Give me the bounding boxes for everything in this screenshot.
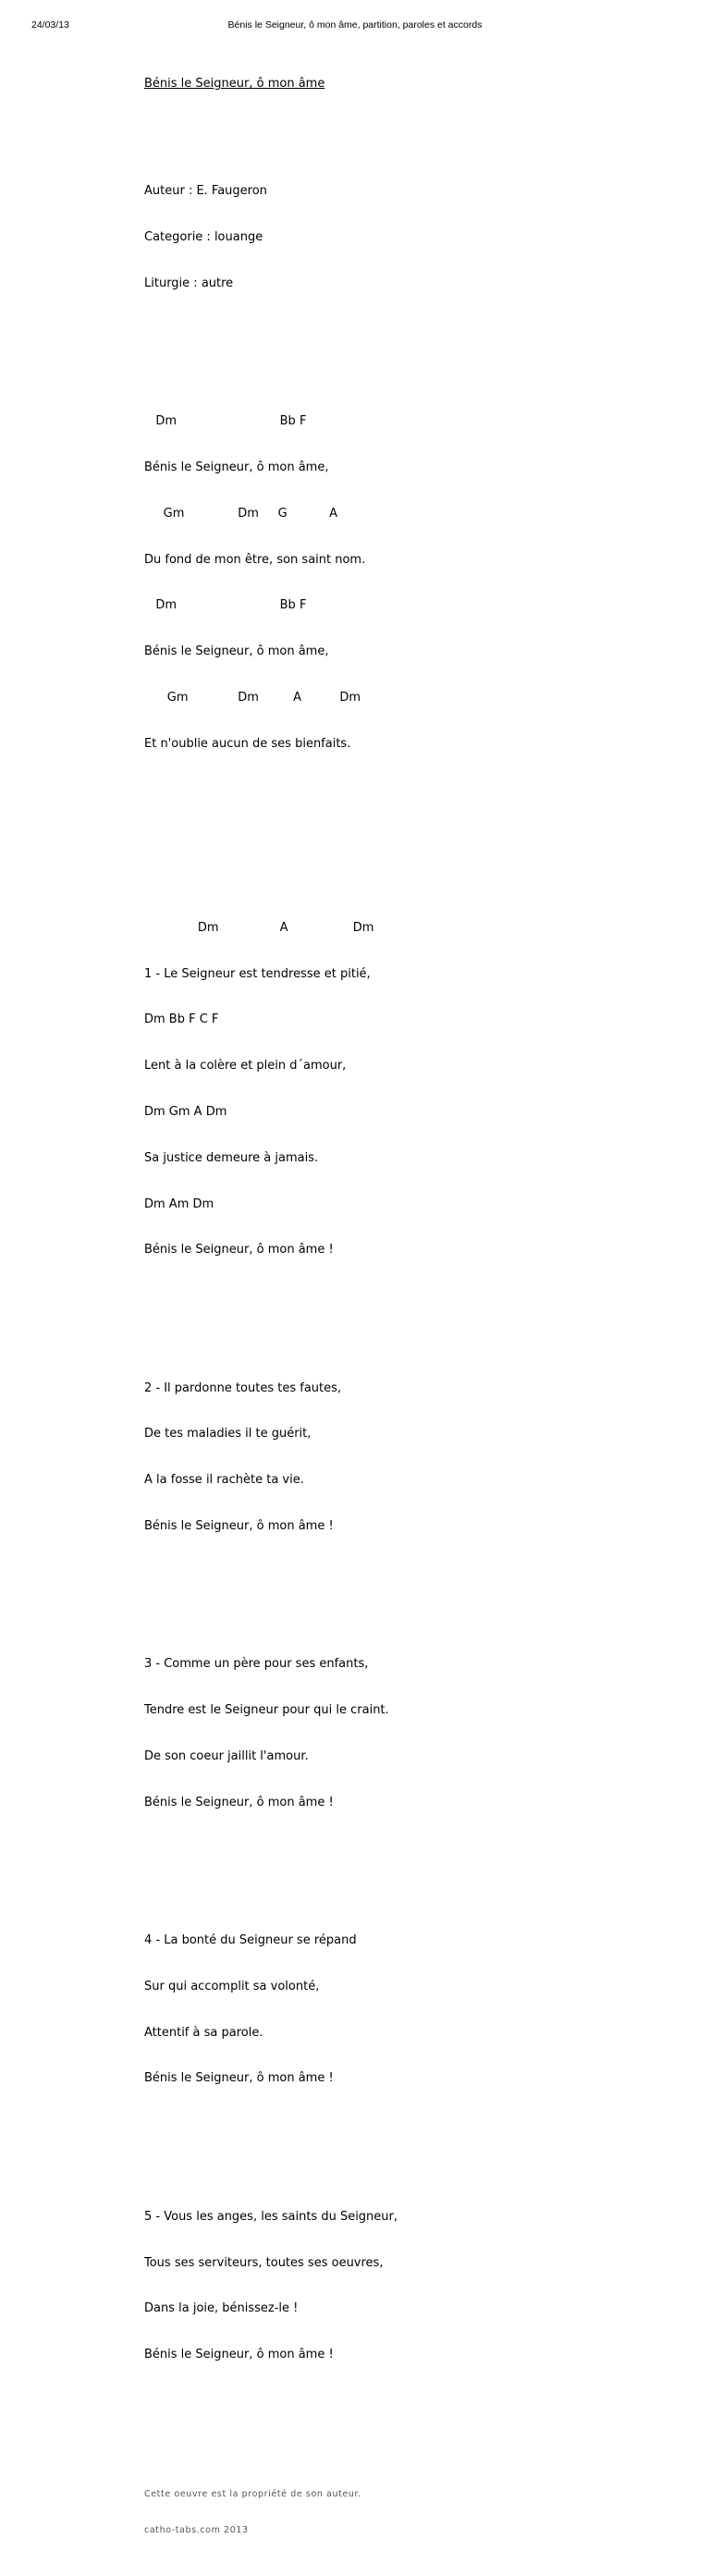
lyric-line: Bénis le Seigneur, ô mon âme ! [144,1243,334,1257]
lyric-line: 3 - Comme un père pour ses enfants, [144,1657,369,1672]
lyric-line: A la fosse il rachète ta vie. [144,1473,304,1488]
lyric-line: 4 - La bonté du Seigneur se répand [144,1933,357,1948]
lyric-line: De tes maladies il te guérit, [144,1427,312,1441]
lyric-line: Bénis le Seigneur, ô mon âme ! [144,2071,334,2086]
refrain [144,384,699,782]
chord-line: Dm Bb F [144,414,307,429]
song-meta [144,153,699,323]
lyric-line: Dans la joie, bénissez-le ! [144,2301,299,2316]
lyric-line: Bénis le Seigneur, ô mon âme, [144,644,329,659]
meta-liturgy: Liturgie : autre [144,276,234,290]
verse-3 [144,1626,699,1841]
lyric-line: 1 - Le Seigneur est tendresse et pitié, [144,966,371,981]
chord-line: Gm Dm A Dm [144,690,361,705]
lyric-line: Sa justice demeure à jamais. [144,1150,319,1165]
lyric-line: De son coeur jaillit l'amour. [144,1748,309,1763]
meta-author: Auteur : E. Faugeron [144,184,267,199]
print-date: 24/03/13 [31,19,69,31]
lyric-line: Bénis le Seigneur, ô mon âme ! [144,1519,334,1533]
lyric-line: Sur qui accomplit sa volonté, [144,1979,320,1993]
spacer [144,828,699,844]
print-page-title: Bénis le Seigneur, ô mon âme, partition, paroles et accords [227,19,483,31]
site-credit: catho-tabs.com 2013 [144,2525,249,2536]
lyric-line: Bénis le Seigneur, ô mon âme ! [144,2348,334,2362]
lyric-line: Attentif à sa parole. [144,2025,263,2040]
meta-category: Categorie : louange [144,230,263,245]
chord-line: Dm A Dm [144,920,374,935]
chord-line: Dm Am Dm [144,1196,214,1211]
lyric-line: 2 - Il pardonne toutes tes fautes, [144,1380,342,1395]
lyric-line: Bénis le Seigneur, ô mon âme, [144,460,329,475]
song-sheet [144,46,699,2576]
chord-line: Dm Bb F [144,598,307,613]
verse-1 [144,890,699,1289]
lyric-line: Du fond de mon être, son saint nom. [144,552,366,567]
verse-5 [144,2179,699,2394]
lyric-line: Et n'oublie aucun de ses bienfaits. [144,736,351,751]
lyric-line: Tous ses serviteurs, toutes ses oeuvres, [144,2255,384,2270]
lyric-line: Lent à la colère et plein d´amour, [144,1059,347,1073]
chord-line: Dm Gm A Dm [144,1104,227,1119]
song-title: Bénis le Seigneur, ô mon âme [144,77,325,92]
chord-line: Gm Dm G A [144,506,338,521]
lyric-line: Bénis le Seigneur, ô mon âme ! [144,1795,334,1809]
copyright-notice: Cette oeuvre est la propriété de son auteur. [144,2489,361,2500]
chord-line: Dm Bb F C F [144,1012,219,1027]
verse-4 [144,1903,699,2117]
lyric-line: 5 - Vous les anges, les saints du Seigneur, [144,2209,398,2224]
copyright-footer [144,2464,699,2560]
verse-2 [144,1350,699,1564]
lyric-line: Tendre est le Seigneur pour qui le craint. [144,1703,389,1718]
